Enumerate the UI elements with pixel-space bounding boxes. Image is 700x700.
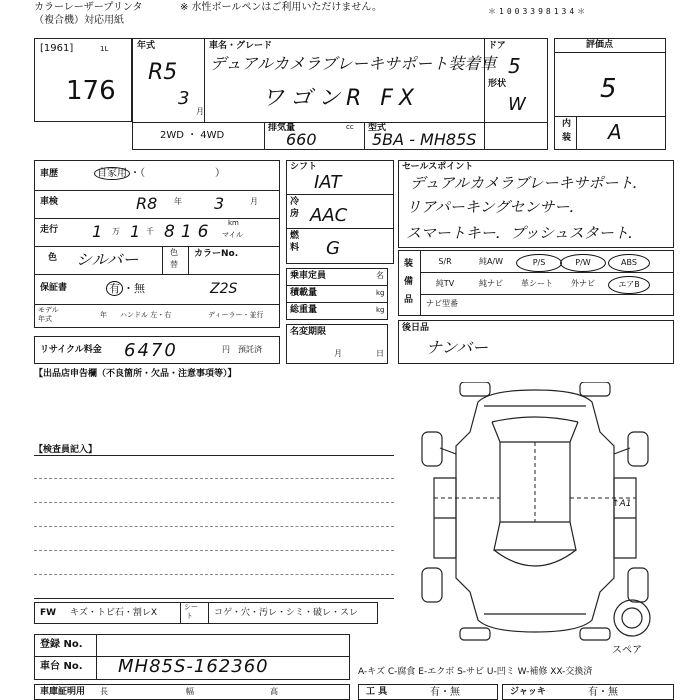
type-value: 5BA - MH85S bbox=[372, 130, 477, 149]
warranty-label: 保証書 bbox=[40, 283, 68, 293]
aircon-value: AAC bbox=[310, 205, 348, 226]
fw-label: FW bbox=[40, 608, 57, 618]
load-unit: kg bbox=[376, 289, 385, 297]
tools-options bbox=[430, 688, 460, 698]
type-label: 型式 bbox=[368, 123, 387, 133]
tools-no: 無 bbox=[450, 687, 460, 698]
equip-abs: ABS bbox=[608, 254, 650, 272]
riders-unit: 名 bbox=[376, 271, 384, 280]
certificate-label: 車庫証明用 bbox=[40, 687, 86, 697]
navi-model-label: ナビ型番 bbox=[426, 299, 458, 308]
color-change-2: 替 bbox=[170, 260, 178, 269]
colorno-label: カラーNo. bbox=[194, 249, 239, 259]
drive-label: 2WD ・ 4WD bbox=[160, 130, 225, 141]
warranty-yes: 有 bbox=[106, 281, 123, 296]
inspection-month-unit: 月 bbox=[250, 197, 258, 206]
colorno-value: Z2S bbox=[210, 281, 238, 297]
tools-yes: 有 bbox=[430, 687, 440, 698]
car-damage-diagram bbox=[400, 382, 670, 642]
equip-sr: S/R bbox=[438, 257, 452, 266]
chassis-value: MH85S-162360 bbox=[118, 656, 269, 677]
equip-leather: 革シート bbox=[521, 279, 553, 288]
gross-label: 総重量 bbox=[290, 305, 318, 315]
jack-no: 無 bbox=[608, 687, 618, 698]
expiry-day-unit: 日 bbox=[376, 349, 384, 358]
equip-aw: 純A/W bbox=[478, 257, 504, 266]
equipment-label-1: 装 bbox=[404, 259, 414, 269]
seat-label-2: ト bbox=[186, 612, 193, 620]
shift-value: IAT bbox=[314, 172, 342, 193]
history-label: 車歴 bbox=[40, 169, 59, 179]
year-month: 3 bbox=[178, 88, 190, 109]
fuel-value: G bbox=[326, 238, 340, 259]
shape-label: 形状 bbox=[488, 79, 507, 89]
gross-unit: kg bbox=[376, 306, 385, 314]
certificate-length: 長 bbox=[100, 687, 108, 696]
mileage-unit-mile: マイル bbox=[222, 231, 243, 239]
color-change-1: 色 bbox=[170, 248, 178, 257]
jack-sep: ・ bbox=[598, 687, 608, 698]
mileage-man-unit: 万 bbox=[112, 227, 120, 236]
interior-label-1: 内 bbox=[562, 119, 572, 129]
damage-mark: ↑A1 bbox=[612, 499, 632, 509]
seat-label-1: シー bbox=[184, 603, 198, 611]
inspection-label: 車検 bbox=[40, 197, 59, 207]
seat-desc: コゲ・穴・汚レ・シミ・破レ・スレ bbox=[214, 608, 359, 618]
lot-number: 176 bbox=[66, 76, 116, 106]
year-value: R5 bbox=[148, 60, 178, 85]
tools-sep: ・ bbox=[440, 687, 450, 698]
warranty-no: 無 bbox=[134, 282, 145, 295]
mileage-man: 1 bbox=[92, 222, 103, 241]
registration-label: 登録 No. bbox=[40, 639, 83, 650]
model-year-label-2: 年式 bbox=[38, 315, 52, 323]
equipment-label-3: 品 bbox=[404, 295, 414, 305]
color-value: シルバー bbox=[76, 250, 139, 269]
lot-suffix: 1L bbox=[100, 45, 109, 53]
sales-point-2: リアパーキングセンサー． bbox=[406, 198, 584, 216]
recycle-unit: 円 bbox=[222, 345, 230, 354]
warranty-sep: ・ bbox=[123, 282, 134, 295]
mileage-unit-km: km bbox=[228, 219, 239, 227]
model-name-2: ワゴンR FX bbox=[262, 86, 421, 111]
warranty-value bbox=[106, 283, 145, 294]
spare-label: スペア bbox=[612, 645, 642, 656]
equip-tv: 純TV bbox=[435, 279, 455, 288]
shape-value: W bbox=[508, 94, 526, 115]
color-label: 色 bbox=[48, 253, 58, 263]
inspector-label: 【検査員記入】 bbox=[34, 445, 98, 455]
certificate-width: 幅 bbox=[186, 687, 194, 696]
history-value-wrap bbox=[94, 169, 225, 179]
doors-value: 5 bbox=[508, 54, 521, 78]
equip-ps: P/S bbox=[516, 254, 562, 272]
model-name-1: デュアルカメラブレーキサポート装着車 bbox=[210, 54, 497, 73]
equip-ext-navi: 外ナビ bbox=[571, 279, 595, 288]
after-parts-label: 後日品 bbox=[402, 323, 430, 333]
mileage-sen: 1 bbox=[130, 222, 141, 241]
sales-point-1: デュアルカメラブレーキサポート． bbox=[410, 174, 648, 192]
displacement-value: 660 bbox=[286, 130, 317, 149]
recycle-value: 6470 bbox=[124, 340, 178, 361]
aircon-label-1: 冷 bbox=[290, 197, 300, 207]
riders-label: 乗車定員 bbox=[290, 271, 327, 281]
seller-notes-label: 【出品店申告欄（不良箇所・欠品・注意事項等）】 bbox=[34, 369, 237, 379]
displacement-unit: cc bbox=[346, 123, 354, 131]
interior-label-2: 装 bbox=[562, 133, 572, 143]
chassis-label: 車台 No. bbox=[40, 661, 83, 672]
serial-number: ＊1003398134＊ bbox=[488, 7, 589, 16]
damage-legend: A-キズ C-腐食 E-エクボ S-サビ U-凹ミ W-補修 XX-交換済 bbox=[358, 667, 593, 677]
history-rest: ・（ ） bbox=[130, 168, 225, 179]
jack-label: ジャッキ bbox=[510, 687, 546, 697]
inspection-month: 3 bbox=[214, 194, 225, 213]
interior-value: A bbox=[608, 120, 622, 144]
doors-label: ドア bbox=[488, 41, 506, 51]
model-label: 車名・グレード bbox=[209, 41, 273, 51]
certificate-height: 高 bbox=[270, 687, 278, 696]
expiry-month-unit: 月 bbox=[334, 349, 342, 358]
handle-label: ハンドル 左・右 bbox=[120, 311, 172, 319]
pen-notice: ※ 水性ボールペンはご利用いただけません。 bbox=[180, 2, 382, 13]
tools-label: 工 具 bbox=[366, 687, 388, 697]
printer-note-1: カラーレーザープリンタ bbox=[34, 2, 143, 13]
equip-pw: P/W bbox=[560, 254, 606, 272]
equip-navi: 純ナビ bbox=[479, 279, 503, 288]
lot-code: [1961] bbox=[40, 43, 74, 54]
jack-options bbox=[588, 688, 618, 698]
year-label: 年式 bbox=[137, 41, 156, 51]
score-value: 5 bbox=[600, 74, 617, 104]
aircon-label-2: 房 bbox=[290, 209, 300, 219]
model-year-unit: 年 bbox=[100, 311, 107, 319]
dealer-label: ディーラー・並行 bbox=[208, 311, 264, 319]
expiry-label: 名変期限 bbox=[290, 327, 327, 337]
fuel-label-2: 料 bbox=[290, 243, 300, 253]
load-label: 積載量 bbox=[290, 288, 318, 298]
after-parts-value: ナンバー bbox=[426, 338, 489, 357]
jack-yes: 有 bbox=[588, 687, 598, 698]
equip-airbag: エアB bbox=[608, 276, 650, 294]
year-month-unit: 月 bbox=[196, 107, 204, 116]
history-circled: 自家用 bbox=[94, 167, 130, 180]
shift-label: シフト bbox=[290, 162, 318, 172]
model-year-label-1: モデル bbox=[38, 306, 59, 314]
fuel-label-1: 燃 bbox=[290, 231, 300, 241]
recycle-label: リサイクル料金 bbox=[40, 345, 102, 355]
displacement-label: 排気量 bbox=[268, 123, 296, 133]
info-block bbox=[34, 160, 280, 328]
inspection-era: R8 bbox=[136, 194, 158, 213]
sales-points-label: セールスポイント bbox=[402, 162, 474, 172]
recycle-deposit: 預託済 bbox=[238, 345, 262, 354]
fw-desc: キズ・トビ石・割レX bbox=[70, 608, 157, 618]
mileage-rest: 816 bbox=[164, 222, 215, 242]
mileage-label: 走行 bbox=[40, 225, 59, 235]
printer-note-2: （複合機）対応用紙 bbox=[34, 15, 124, 26]
inspection-year-unit: 年 bbox=[174, 197, 182, 206]
equipment-label-2: 備 bbox=[404, 277, 414, 287]
sales-point-3: スマートキー．プッシュスタート． bbox=[406, 224, 643, 242]
mileage-sen-unit: 千 bbox=[146, 227, 154, 236]
score-label: 評価点 bbox=[586, 40, 614, 50]
